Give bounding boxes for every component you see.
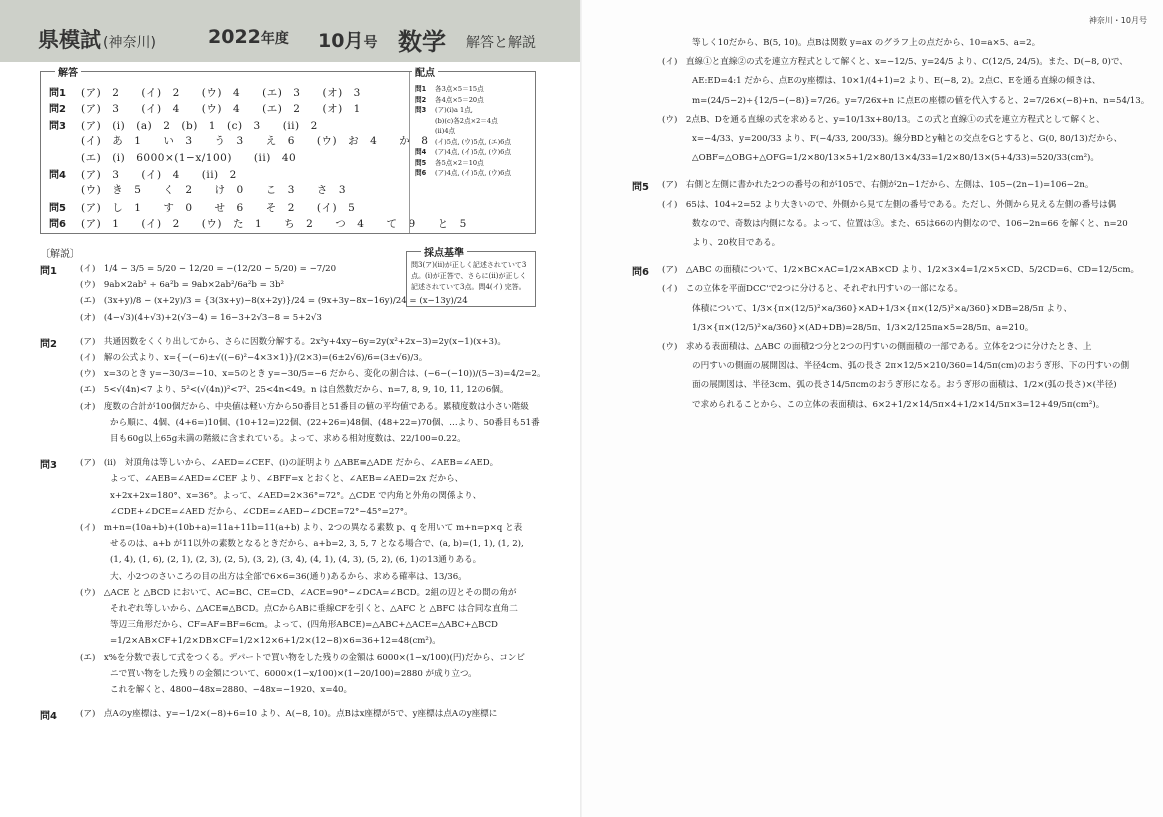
answer-question-label: 問4 (49, 169, 66, 181)
solution-line: 数なので、奇数は内側になる。よって、位置は③。また、65は66の内側なので、106−2n=66 を解くと、n=20 (692, 218, 1128, 229)
answer-row (49, 166, 404, 182)
solution-line: (イ) 解の公式より、x={−(−6)±√((−6)²−4×3×1)}/(2×3)=(6±2√6)/6=(3±√6)/3。 (80, 353, 428, 363)
points-row (415, 147, 533, 158)
solution-line: x+2x+2x=180°、x=36°。よって、∠AED=2×36°=72°。△CDE で内角と外角の関係より、 (110, 490, 482, 501)
exam-year: 2022年度 (208, 26, 289, 48)
answer-text: (ア) 3 (イ) 4 (ウ) 4 (エ) 2 (オ) 1 (81, 103, 361, 116)
answer-text: (ア) 3 (イ) 4 (ii) 2 (81, 168, 237, 181)
solution-line: (イ) この立体を平面DCC'で2つに分けると、それぞれ円すいの一部になる。 (662, 284, 963, 295)
answer-text: (ア) 1 (イ) 2 (ウ) た 1 ち 2 つ 4 て 9 と 5 (81, 218, 467, 231)
section-title: 解答と解説 (466, 35, 536, 51)
solution-line: m=(24/5−2)÷{12/5−(−8)}=7/26。y=7/26x+n に点Eの座標の値を代入すると、2=7/26×(−8)+n、n=54/13。 (692, 95, 1150, 106)
answer-row (49, 117, 404, 133)
answer-box-label: 解答 (55, 64, 81, 79)
solution-line: (オ) (4−√3)(4+√3)+2(√3−4) = 16−3+2√3−8 = 5+2√3 (80, 312, 322, 323)
solution-line: AE:ED=4:1 だから、点Eのy座標は、10×1/(4+1)=2 より、E(−8, 2)。2点C、Eを通る直線の傾きは、 (692, 76, 1101, 87)
solution-line: (イ) 直線①と直線②の式を連立方程式として解くと、x=−12/5、y=24/5 より、C(12/5, 24/5)。また、D(−8, 0)で、 (662, 57, 1128, 68)
points-question-label: 問4 (415, 148, 427, 156)
points-row (415, 84, 533, 95)
solution-line: (ア) 点Aのy座標は、y=−1/2×(−8)+6=10 より、A(−8, 10)。点Bはx座標が5で、y座標は点Aのy座標に (80, 709, 498, 720)
solution-line: 1/3×{π×(12/5)²×a/360}×(AD+DB)=28/5π、1/3×2/125πa×5=28/5π、a=210。 (692, 322, 1034, 333)
solution-line: (オ) 度数の合計が100個だから、中央値は軽い方から50番目と51番目の値の平均値である。累積度数は小さい階級 (80, 401, 529, 412)
page-header (0, 0, 582, 62)
answer-box (40, 68, 536, 234)
solution-line: 面の展開図は、半径3cm、弧の長さ14/5πcmのおうぎ形になる。おうぎ形の面積は、1/2×(弧の長さ)×(半径) (692, 380, 1117, 391)
exam-title: 県模試 (神奈川) (38, 28, 156, 52)
answer-text: (ア) (i) (a) 2 (b) 1 (c) 3 (ii) 2 (81, 119, 318, 132)
answer-question-label: 問1 (49, 88, 66, 99)
solution-question-label: 問3 (40, 460, 57, 472)
solution-line: (イ) m+n=(10a+b)+(10b+a)=11a+11b=11(a+b) より、2つの異なる素数 p、q を用いて m+n=p×q と表 (80, 523, 523, 533)
answer-row (49, 133, 429, 149)
solution-line: (ア) 共通因数をくくり出してから、さらに因数分解する。2x²y+4xy−6y=2y(x²+2x−3)=2y(x−1)(x+3)。 (80, 336, 506, 347)
solution-line: (ウ) 2点B、Dを通る直線の式を求めると、y=10/13x+80/13。この式と直線①の式を連立方程式として解くと、 (662, 114, 1105, 125)
points-row (415, 95, 533, 106)
points-row (415, 158, 533, 169)
solution-line: (イ) 1/4 − 3/5 = 5/20 − 12/20 = −(12/20 − 5/20) = −7/20 (80, 264, 337, 274)
solution-line: △OBF=△OBG+△OFG=1/2×80/13×5+1/2×80/13×4/33=1/2×80/13×(5+4/33)=520/33(cm²)。 (692, 153, 1099, 164)
points-column (409, 68, 534, 233)
solution-line: ∠CDE+∠DCE=∠AED だから、∠CDE=∠AED−∠DCE=72°−45°=27°。 (110, 506, 413, 517)
points-row (415, 137, 533, 148)
solution-line: x=−4/33、y=200/33 より、F(−4/33, 200/33)。線分BDとy軸との交点をGとすると、G(0, 80/13)だから、 (692, 134, 1123, 144)
solution-line: =1/2×AB×CF+1/2×DB×CF=1/2×12×6+1/2×(12−8)×6=36+12=48(cm²)。 (110, 636, 441, 647)
criteria-label: 採点基準 (421, 244, 467, 259)
points-row (415, 168, 533, 179)
solution-line: (ウ) △ACE と △BCD において、AC=BC、CE=CD、∠ACE=90°−∠DCA=∠BCD。2組の辺とその間の角が (80, 587, 517, 598)
solution-line: 等辺三角形だから、CF=AF=BF=6cm。よって、(四角形ABCE)=△ABC+△ACE=△ABC+△BCD (110, 620, 498, 631)
solution-line: ニで買い物をした残りの金額について、6000×(1−x/100)×(1−20/100)=2880 が成り立つ。 (110, 668, 477, 679)
points-text: (イ)5点, (ウ)5点, (エ)6点 (435, 137, 511, 146)
solution-line: (ウ) 求める表面積は、△ABC の面積2つ分と2つの円すいの側面積の一部である。立体を2つに分けたとき、上 (662, 342, 1092, 352)
solution-line: それぞれ等しいから、△ACE≡△BCD。点CからABに垂線CFを引くと、△AFC と △BFC は合同な直角二 (110, 604, 518, 614)
points-question-label: 問5 (415, 158, 427, 167)
points-rows (415, 84, 533, 179)
solution-line: (ウ) x=3のとき y=−30/3=−10、x=5のとき y=−30/5=−6 だから、変化の割合は、(−6−(−10))/(5−3)=4/2=2。 (80, 369, 546, 380)
answer-text: (エ) (i) 6000×(1−x/100) (ii) 40 (81, 151, 297, 164)
points-text: 各4点×5＝20点 (435, 95, 484, 104)
solution-line: よって、∠AEB=∠AED=∠CEF より、∠BFF=x とおくと、∠AEB=∠AED=2x だから、 (110, 474, 464, 485)
exam-subject: 数学 (398, 28, 446, 56)
solution-line: (イ) 65は、104÷2=52 より大きいので、外側から見て左側の番号である。ただし、外側から見える左側の番号は偶 (662, 199, 1117, 210)
solution-line: (ア) 右側と左側に書かれた2つの番号の和が105で、右側が2n−1だから、左側は、105−(2n−1)=106−2n。 (662, 180, 1094, 191)
solution-line: (ア) △ABC の面積について、1/2×BC×AC=1/2×AB×CD より、1/2×3×4=1/2×5×CD、5/2CD=6、CD=12/5cm。 (662, 265, 1140, 276)
solution-line: 等しく10だから、B(5, 10)。点Bは関数 y=ax のグラフ上の点だから、10=a×5、a=2。 (692, 38, 1041, 48)
answer-row (49, 84, 404, 100)
answer-question-label: 問2 (49, 104, 66, 116)
solution-line: (エ) 5<√(4n)<7 より、5²<(√(4n))²<7²、25<4n<49。n は自然数だから、n=7, 8, 9, 10, 11, 12の6個。 (80, 385, 509, 396)
solution-question-label: 問2 (40, 338, 57, 350)
exam-issue: 10月号 (318, 30, 378, 52)
points-text: (ii)4点 (435, 127, 456, 135)
solution-line: の円すいの側面の展開図は、半径4cm、弧の長さ 2π×12/5×210/360=14/5π(cm)のおうぎ形、下の円すいの側 (692, 361, 1130, 372)
answer-row (49, 199, 404, 215)
answer-row (49, 215, 467, 231)
solution-line: から順に、4個、(4+6=)10個、(10+12=)22個、(22+26=)48個、(48+22=)70個、…より、50番目も51番 (110, 417, 540, 428)
solution-question-label: 問6 (632, 267, 649, 279)
points-text: (b)(c)各2点×2＝4点 (435, 116, 498, 125)
right-page (582, 0, 1163, 817)
points-row (415, 126, 533, 137)
points-text: (ア)(i)a 1点, (435, 106, 473, 114)
solution-line: (ウ) 9ab×2ab² ÷ 6a²b = 9ab×2ab²/6a²b = 3b² (80, 280, 284, 291)
solution-line: 目も60g以上65g未満の階級に含まれている。よって、求める相対度数は、22/100=0.22。 (110, 434, 466, 444)
points-label: 配点 (412, 64, 438, 79)
solution-line: より、20枚目である。 (692, 238, 781, 248)
solution-line: (エ) (3x+y)/8 − (x+2y)/3 = {3(3x+y)−8(x+2y)}/24 = (9x+3y−8x−16y)/24 = (x−13y)/24 (80, 296, 468, 307)
points-question-label: 問6 (415, 169, 427, 177)
answer-row (49, 182, 404, 198)
points-text: (ア)4点, (イ)5点, (ウ)6点 (435, 148, 511, 156)
explanation-label: 〔解説〕 (40, 249, 80, 260)
answer-question-label: 問3 (49, 120, 66, 132)
answer-text: (ア) し 1 す 0 せ 6 そ 2 (イ) 5 (81, 201, 356, 214)
solution-question-label: 問1 (40, 266, 57, 277)
criteria-text: 問3(ア)(ii)が正しく記述されていて3点。(i)が正答で、さらに(ii)が正しく記述されていて3点。問4(イ) 完答。 (411, 261, 527, 291)
answer-text: (イ) あ 1 い 3 う 3 え 6 (ウ) お 4 か 8 (81, 135, 429, 148)
solution-line: (ア) (ii) 対頂角は等しいから、∠AED=∠CEF、(i)の証明より △ABE≡△ADE だから、∠AEB=∠AED。 (80, 458, 499, 469)
points-row (415, 116, 533, 127)
answer-question-label: 問5 (49, 202, 66, 214)
answer-row (49, 150, 404, 166)
answer-text: (ウ) き 5 く 2 け 0 こ 3 さ 3 (81, 184, 347, 197)
points-text: 各3点×5＝15点 (435, 85, 484, 93)
points-question-label: 問1 (415, 85, 427, 93)
solution-line: 大、小2つのさいころの目の出方は全部で6×6=36(通り)あるから、求める確率は、13/36。 (110, 571, 467, 582)
answer-question-label: 問6 (49, 219, 66, 231)
points-question-label: 問2 (415, 95, 427, 104)
solution-line: (エ) x%を分数で表して式をつくる。デパートで買い物をした残りの金額は 6000×(1−x/100)(円)だから、コンビ (80, 652, 525, 663)
solution-line: これを解くと、4800−48x=2880、−48x=−1920、x=40。 (110, 685, 353, 695)
solution-question-label: 問5 (632, 182, 649, 194)
solution-line: せるのは、a+b が11以外の素数となるときだから、a+b=2, 3, 5, 7 となる場合で、(a, b)=(1, 1), (1, 2), (110, 539, 524, 550)
solution-line: で求められることから、この立体の表面積は、6×2+1/2×14/5π×4+1/2×14/5π×3=12+49/5π(cm²)。 (692, 399, 1105, 410)
answer-text: (ア) 2 (イ) 2 (ウ) 4 (エ) 3 (オ) 3 (81, 87, 361, 99)
solution-line: 体積について、1/3×{π×(12/5)²×a/360}×AD+1/3×{π×(12/5)²×a/360}×DB=28/5π より、 (692, 303, 1073, 314)
running-head: 神奈川・10月号 (1088, 16, 1147, 25)
points-row (415, 105, 533, 116)
solution-line: (1, 4), (1, 6), (2, 1), (2, 3), (2, 5), (3, 2), (3, 4), (4, 1), (4, 3), (5, 2), (6, 1)の13通りある。 (110, 555, 482, 566)
points-text: 各5点×2＝10点 (435, 158, 484, 167)
points-text: (ア)4点, (イ)5点, (ウ)6点 (435, 169, 511, 177)
solution-question-label: 問4 (40, 711, 57, 723)
points-question-label: 問3 (415, 106, 427, 114)
answer-row (49, 100, 404, 116)
